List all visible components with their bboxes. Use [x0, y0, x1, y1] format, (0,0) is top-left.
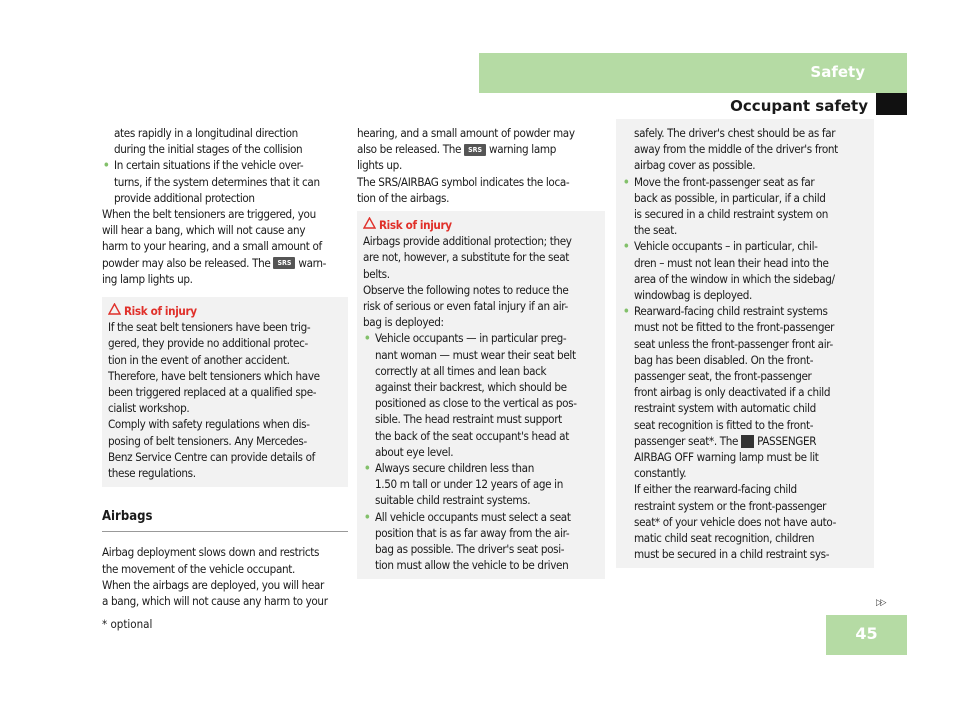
bullet-icon: •	[364, 509, 371, 524]
list-item: • Rearward-facing child restraint systems must not be fitted to the front-passenger seat unless the front-passenger front air- bag has been disabled. On the front- passenger seat, the front-passenger front airbag is only deactivated if a child restraint system with automatic child seat recognition is fitted to the front- passenger seat*. The PASSENGER AIRBAG OFF warning lamp must be lit constantly. If either the rearward-facing child restraint system or the front-passenger seat* of your vehicle does not have auto- matic child seat recognition, children must be secured in a child restraint sys-	[623, 304, 837, 562]
bullet-icon: •	[103, 158, 110, 173]
column-2: hearing, and a small amount of powder may also be released. The SRS warning lamp lights up. The SRS/AIRBAG symbol indicates the loca- tion of the airbags. Risk of injury Airbags provide additional protection; they are not, however, a substitute for the seat belts. Observe the following notes to reduce the risk of serious or even fatal injury if an air- bag is deployed: • Vehicle occupants — in particular preg- nant woman — must wear their seat belt correctly at all times and lean back against their backrest, which should be positioned as close to the vertical as pos- sible. The head restraint must support the back of the seat occupant's head at about eye level. • Always secure children less than 1.50 m tall or under 12 years of age in suitable child restraint systems. • All vehicle occupants must select a seat position that is as far away from the air- bag as possible. The driver's seat posi- tion must allow the vehicle to be driven	[357, 125, 605, 579]
warning-title: Risk of injury	[379, 218, 452, 233]
bullet-icon: •	[364, 331, 371, 346]
list-item: • Move the front-passenger seat as far back as possible, in particular, if a child is secured in a child restraint system on the seat.	[623, 174, 829, 238]
warning-icon	[108, 303, 124, 319]
list-item: • Always secure children less than 1.50 m tall or under 12 years of age in suitable child restraint systems.	[364, 461, 563, 508]
section-header-bar	[479, 53, 907, 93]
srs-icon: SRS	[273, 257, 295, 269]
srs-icon: SRS	[464, 144, 486, 156]
bullet-icon: •	[623, 174, 630, 189]
page-number-box	[826, 615, 907, 655]
warning-box: Risk of injury If the seat belt tensioners have been trig- gered, they provide no additional protec- tion in the event of another accident. Therefore, have belt tensioners which have been triggered replaced at a qualified spe- cialist workshop. Comply with safety regulations when dis- posing of belt tensioners. Any Mercedes- Benz Service Centre can provide details of these regulations.	[102, 297, 348, 487]
footnote: * optional	[102, 617, 153, 631]
header-marker	[876, 93, 907, 115]
section-title: Safety	[810, 63, 865, 81]
bullet-icon: •	[364, 461, 371, 476]
text-line: during the initial stages of the collision	[114, 142, 303, 157]
subsection-title: Occupant safety	[730, 97, 868, 115]
list-item: • All vehicle occupants must select a seat position that is as far away from the air- bag as possible. The driver's seat posi- tion must allow the vehicle to be driven	[364, 509, 571, 573]
section-heading: Airbags	[102, 509, 348, 532]
warning-icon	[363, 217, 379, 233]
column-1: ates rapidly in a longitudinal direction during the initial stages of the collision • In certain situations if the vehicle over- turns, if the system determines that it can provide additional protection When the belt tensioners are triggered, you will hear a bang, which will not cause any harm to your hearing, and a small amount of powder may also be released. The SRS warn- ing lamp lights up. Risk of injury If the seat belt tensioners have been trig- gered, they provide no additional protec- tion in the event of another accident. Therefore, have belt tensioners which have been triggered replaced at a qualified spe- cialist workshop. Comply with safety regulations when dis- posing of belt tensioners. Any Mercedes- Benz Service Centre can provide details of these regulations. Airbags Airbag deployment slows down and restricts the movement of the vehicle occupant. When the airbags are deployed, you will hear a bang, which will not cause any harm to your	[102, 125, 348, 609]
warning-title: Risk of injury	[124, 304, 197, 319]
warning-box: Risk of injury Airbags provide additional protection; they are not, however, a substitute for the seat belts. Observe the following notes to reduce the risk of serious or even fatal injury if an air- bag is deployed: • Vehicle occupants — in particular preg- nant woman — must wear their seat belt correctly at all times and lean back against their backrest, which should be positioned as close to the vertical as pos- sible. The head restraint must support the back of the seat occupant's head at about eye level. • Always secure children less than 1.50 m tall or under 12 years of age in suitable child restraint systems. • All vehicle occupants must select a seat position that is as far away from the air- bag as possible. The driver's seat posi- tion must allow the vehicle to be driven	[357, 211, 605, 579]
continue-arrow-icon: ▷▷	[876, 598, 885, 608]
bullet-icon: •	[623, 304, 630, 319]
list-item: • Vehicle occupants — in particular preg- nant woman — must wear their seat belt correctly at all times and lean back against their backrest, which should be positioned as close to the vertical as pos- sible. The head restraint must support the back of the seat occupant's head at about eye level.	[364, 331, 577, 459]
passenger-airbag-off-icon	[741, 435, 754, 448]
list-item: • Vehicle occupants – in particular, chil- dren – must not lean their head into the area of the window in which the sidebag/ windowbag is deployed.	[623, 239, 835, 303]
page-number: 45	[855, 624, 878, 643]
text-line: ates rapidly in a longitudinal direction	[114, 126, 298, 140]
list-item: • In certain situations if the vehicle over- turns, if the system determines that it can provide additional protection	[103, 158, 320, 205]
column-3-warning-continued: safely. The driver's chest should be as far away from the middle of the driver's front airbag cover as possible. • Move the front-passenger seat as far back as possible, in particular, if a child is secured in a child restraint system on the seat. • Vehicle occupants – in particular, chil- dren – must not lean their head into the area of the window in which the sidebag/ windowbag is deployed. • Rearward-facing child restraint systems must not be fitted to the front-passenger seat unless the front-passenger front air- bag has been disabled. On the front- passenger seat, the front-passenger front airbag is only deactivated if a child restraint system with automatic child seat recognition is fitted to the front- passenger seat*. The PASSENGER AIRBAG OFF warning lamp must be lit constantly. If either the rearward-facing child restraint system or the front-passenger seat* of your vehicle does not have auto- matic child seat recognition, children must be secured in a child restraint sys-	[616, 119, 874, 568]
bullet-icon: •	[623, 239, 630, 254]
